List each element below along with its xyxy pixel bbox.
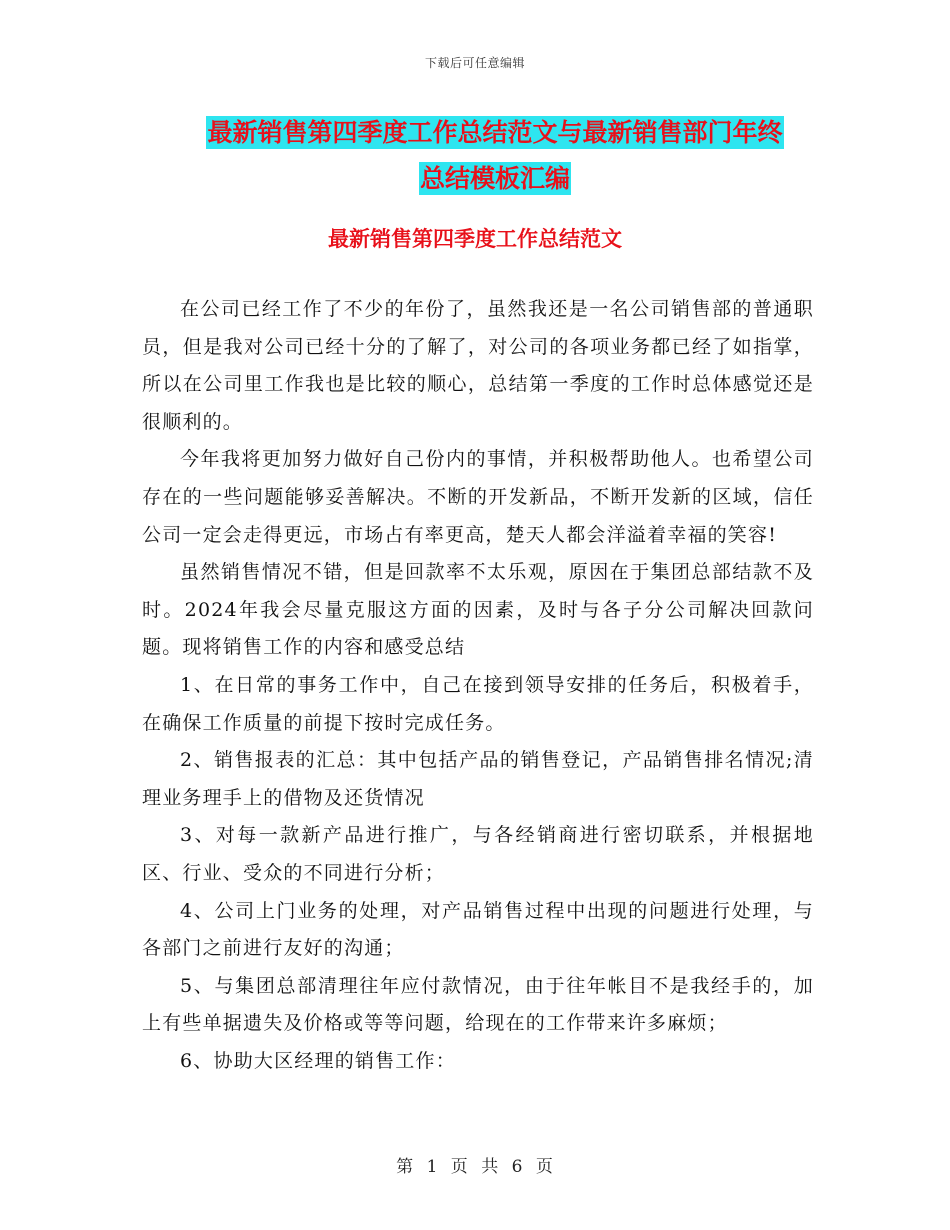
- header-note: 下载后可任意编辑: [424, 56, 525, 70]
- document-title: [120, 110, 870, 202]
- list-item: 1、在日常的事务工作中，自己在接到领导安排的任务后，积极着手，在确保工作质量的前提下按时完成任务。: [142, 673, 814, 734]
- list-item: 2、销售报表的汇总：其中包括产品的销售登记，产品销售排名情况;清理业务理手上的借物及还货情况: [142, 749, 814, 809]
- list-item: 3、对每一款新产品进行推广，与各经销商进行密切联系，并根据地区、行业、受众的不同进行分析；: [142, 824, 814, 884]
- paragraph: 今年我将更加努力做好自己份内的事情，并积极帮助他人。也希望公司存在的一些问题能够妥善解决。不断的开发新品，不断开发新的区域，信任公司一定会走得更远，市场占有率更高，楚天人都会洋溢着幸福的笑容!: [142, 448, 814, 546]
- document-title-line-1: 最新销售第四季度工作总结范文与最新销售部门年终: [207, 118, 783, 147]
- list-item: 5、与集团总部清理往年应付款情况，由于往年帐目不是我经手的，加上有些单据遗失及价格或等等问题，给现在的工作带来许多麻烦；: [142, 974, 814, 1035]
- document-title-line-2: 总结模板汇编: [419, 164, 570, 193]
- paragraph: 在公司已经工作了不少的年份了，虽然我还是一名公司销售部的普通职员，但是我对公司已经十分的了解了，对公司的各项业务都已经了如指掌，所以在公司里工作我也是比较的顺心，总结第一季度的工作时总体感觉还是很顺利的。: [142, 298, 814, 433]
- paragraph: 虽然销售情况不错，但是回款率不太乐观，原因在于集团总部结款不及时。2024年我会尽量克服这方面的因素，及时与各子分公司解决回款问题。现将销售工作的内容和感受总结: [142, 561, 814, 659]
- list-item: 6、协助大区经理的销售工作：: [180, 1049, 456, 1072]
- list-item: 4、公司上门业务的处理，对产品销售过程中出现的问题进行处理，与各部门之前进行友好的沟通；: [142, 899, 814, 960]
- section-title: 最新销售第四季度工作总结范文: [328, 227, 622, 251]
- body-text: [142, 291, 814, 1080]
- page-number-footer: 第 1 页 共 6 页: [396, 1157, 554, 1177]
